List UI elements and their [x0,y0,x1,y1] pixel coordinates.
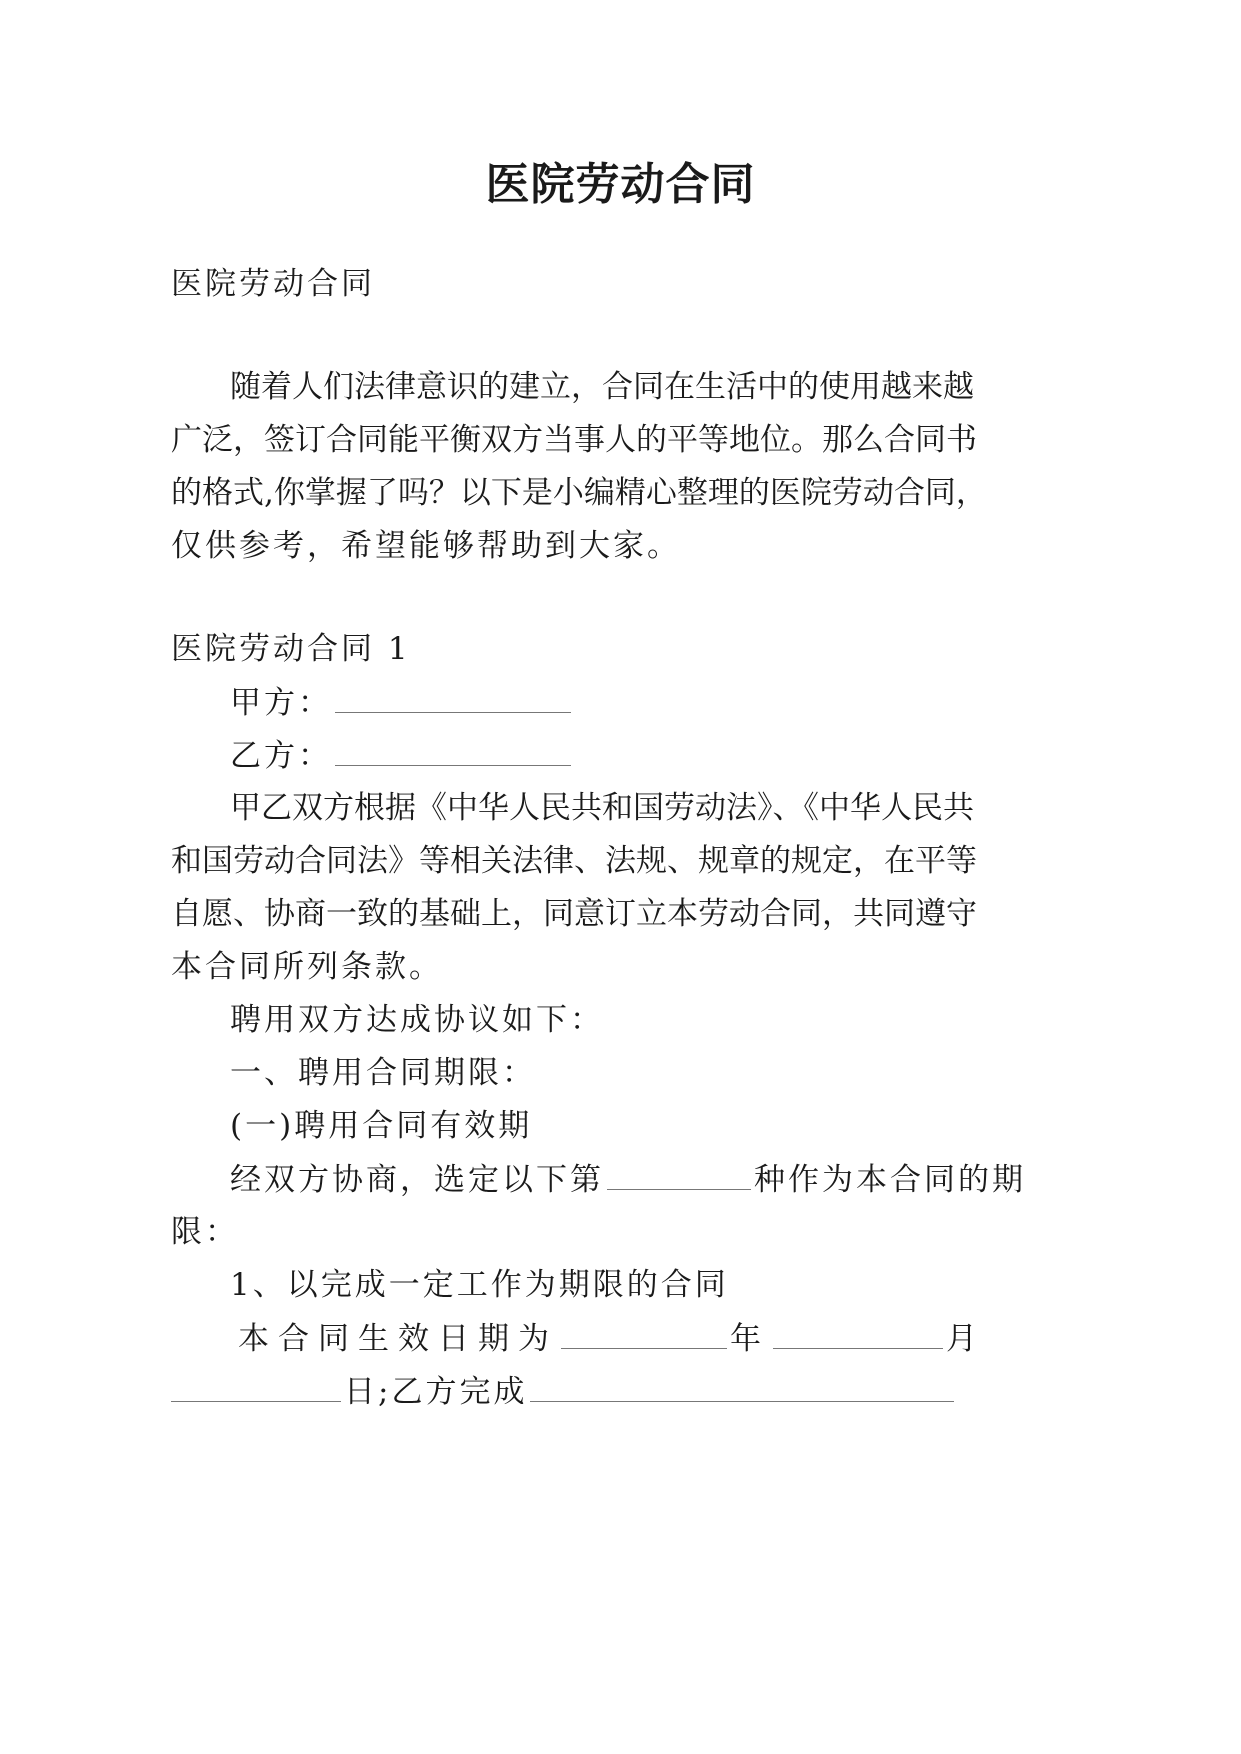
party-b-line [230,735,574,776]
party-a-line [230,682,574,723]
year-label: 年 [730,1321,770,1357]
month-blank [773,1318,943,1349]
year-blank [561,1318,727,1349]
intro-line-2: 广泛，签订合同能平衡双方当事人的平等地位。那么合同书 [171,422,977,458]
term-choice-before: 经双方协商，选定以下第 [230,1162,604,1198]
day-blank [171,1371,341,1402]
clause-1-subheading: (一)聘用合同有效期 [230,1108,533,1144]
intro-line-4: 仅供参考，希望能够帮助到大家。 [171,528,681,564]
completion-blank [530,1371,954,1402]
basis-line-3: 自愿、协商一致的基础上，同意订立本劳动合同，共同遵守 [171,896,977,932]
effective-date-line [238,1318,986,1359]
section-title: 医院劳动合同 1 [171,631,411,667]
basis-line-4: 本合同所列条款。 [171,949,443,985]
party-a-blank [335,682,571,713]
effective-date-label: 本合同生效日期为 [238,1321,558,1357]
subtitle: 医院劳动合同 [171,266,375,302]
term-choice-blank [607,1159,751,1190]
basis-line-2: 和国劳动合同法》等相关法律、法规、规章的规定，在平等 [171,843,977,879]
clause-1-heading: 一、聘用合同期限： [230,1055,536,1091]
month-label: 月 [946,1321,986,1357]
party-b-blank [335,735,571,766]
term-choice-end: 限： [171,1214,239,1250]
intro-line-3: 的格式,你掌握了吗？以下是小编精心整理的医院劳动合同， [171,475,987,511]
day-line [171,1371,957,1412]
term-choice-after: 种作为本合同的期 [754,1162,1026,1198]
basis-line-1: 甲乙双方根据《中华人民共和国劳动法》、《中华人民共 [230,790,974,826]
option-1: 1、以完成一定工作为期限的合同 [230,1267,729,1303]
party-a-label: 甲方： [230,685,332,721]
day-text: 日;乙方完成 [344,1374,528,1410]
term-choice-line [230,1159,1026,1200]
agreement-intro: 聘用双方达成协议如下： [230,1002,604,1038]
intro-line-1: 随着人们法律意识的建立，合同在生活中的使用越来越 [230,369,974,405]
party-b-label: 乙方： [230,738,332,774]
document-title: 医院劳动合同 [485,159,756,210]
